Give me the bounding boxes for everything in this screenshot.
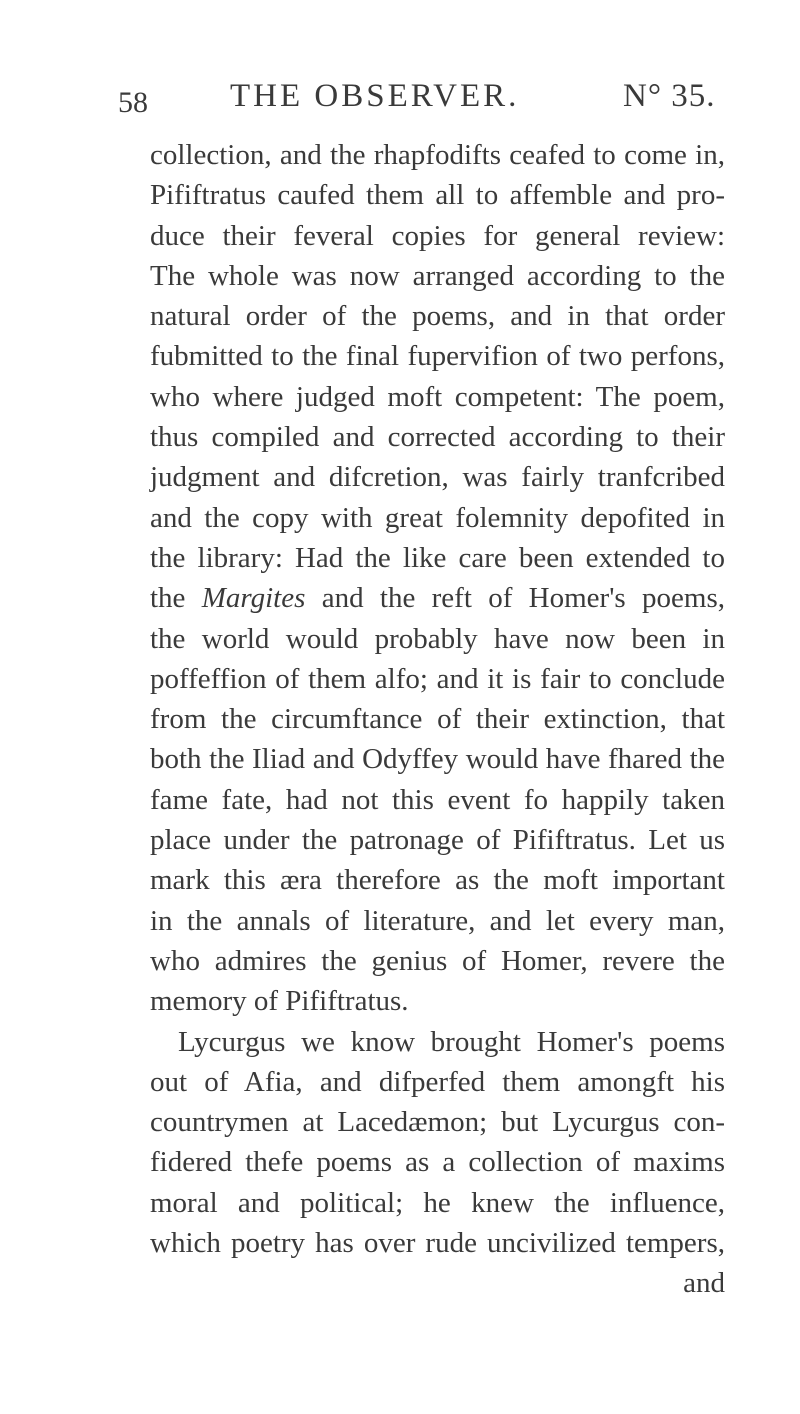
text-line: who where judged moft competent: The poem,: [150, 380, 725, 413]
text-line: countrymen at Lacedæmon; but Lycurgus con-: [150, 1106, 725, 1139]
text-segment: the: [150, 582, 202, 615]
catchword: and: [683, 1267, 725, 1300]
text-line: which poetry has over rude uncivilized tempers,: [150, 1227, 725, 1260]
text-line: fubmitted to the final fupervifion of two perfons,: [150, 340, 725, 373]
text-line: [150, 578, 725, 618]
text-line: place under the patronage of Pififtratus. Let us: [150, 824, 725, 857]
text-line: who admires the genius of Homer, revere the: [150, 944, 725, 977]
text-line: fame fate, had not this event fo happily taken: [150, 783, 725, 816]
text-line: judgment and difcretion, was fairly tranfcribed: [150, 461, 725, 494]
text-line: poffeffion of them alfo; and it is fair to conclude: [150, 662, 725, 695]
text-line: collection, and the rhapfodifts ceafed to come in,: [150, 139, 725, 171]
text-line: fidered thefe poems as a collection of maxims: [150, 1146, 725, 1179]
text-line: the world would probably have now been in: [150, 622, 725, 655]
text-line: the library: Had the like care been extended to: [150, 541, 725, 574]
issue-number: N° 35.: [623, 78, 716, 114]
text-segment: and the reft of Homer's poems,: [305, 582, 725, 615]
text-line: thus compiled and corrected according to their: [150, 421, 725, 454]
running-title: THE OBSERVER.: [230, 78, 520, 114]
text-line: natural order of the poems, and in that order: [150, 300, 725, 333]
text-line: in the annals of literature, and let every man,: [150, 904, 725, 937]
page-header: [118, 78, 738, 122]
text-line: both the Iliad and Odyffey would have fhared the: [150, 743, 725, 776]
text-line: mark this æra therefore as the moft important: [150, 864, 725, 897]
text-line: out of Afia, and difperfed them amongft his: [150, 1065, 725, 1098]
text-line: duce their feveral copies for general review:: [150, 219, 725, 252]
page-number: 58: [118, 86, 148, 119]
text-line: The whole was now arranged according to the: [150, 259, 725, 292]
text-line: from the circumftance of their extinction, that: [150, 703, 725, 736]
text-line: Lycurgus we know brought Homer's poems: [178, 1025, 725, 1058]
body-text: [150, 135, 725, 1304]
text-line: memory of Pififtratus.: [150, 985, 409, 1018]
text-line: moral and political; he knew the influence,: [150, 1186, 725, 1219]
text-line: and the copy with great folemnity depofited in: [150, 501, 725, 534]
text-line: Pififtratus caufed them all to affemble and pro-: [150, 179, 725, 212]
italic-title-margites: Margites: [201, 582, 306, 615]
